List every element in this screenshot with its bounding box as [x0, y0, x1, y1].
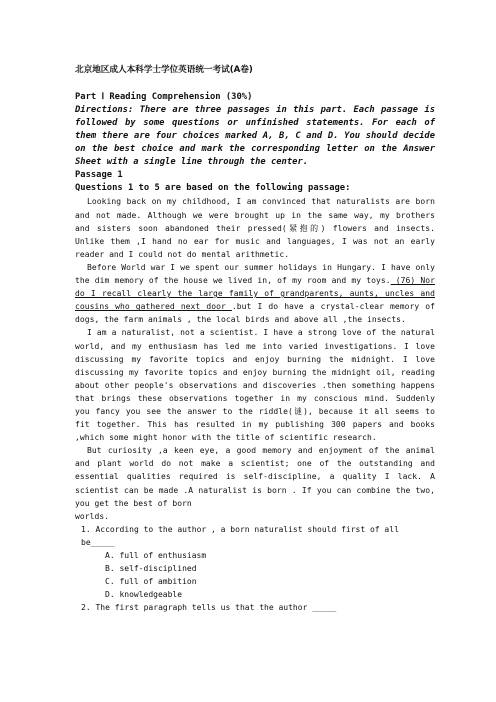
paragraph-2-underlined-sentence: (76) Nor do I recall clearly the large family of grandparents, aunts, uncles and cousins who gathered next door	[75, 276, 435, 312]
directions-text: Directions: There are three passages in this part. Each passage is followed by some questions or unfinished statements. For each of them there are four choices marked A, B, C and D. You should decide on the best choice and mark the corresponding letter on the Answer Sheet with a single line through the center.	[75, 105, 435, 168]
paragraph-4-end: worlds.	[75, 511, 110, 521]
paragraph-2	[75, 261, 435, 326]
question-1-option-d: D. knowledgeable	[105, 590, 183, 600]
paragraph-2-text-after: .but I do have a crystal-clear memory of dogs, the farm animals , the local birds and above all ,the insects.	[75, 302, 436, 325]
question-1-stem: 1. According to the author , a born naturalist should first of all be_____	[81, 524, 399, 547]
paragraph-3: I am a naturalist, not a scientist. I have a strong love of the natural world, and my enthusiasm has led me into varied investigations. I love discussing my favorite topics and enjoy burning the midnight. I love discussing my favorite topics and enjoy burning the midnight oil, reading about other people's observations and discoveries .then something happens that brings these observations together in my conscious mind. Suddenly you fancy you see the answer to the riddle(谜), because it all seems to fit together. This has resulted in my publishing 300 papers and books ,which some might honor with the title of scientific research.	[75, 328, 435, 443]
question-2-stem: 2. The first paragraph tells us that the author _____	[81, 603, 337, 613]
questions-intro: Questions 1 to 5 are based on the following passage:	[75, 183, 351, 194]
paragraph-4: But curiosity ,a keen eye, a good memory and enjoyment of the animal and plant world do not make a scientist; one of the outstanding and essential qualities required is self-discipline, a quality I lack. A scientist can be made .A naturalist is born . If you can combine the two, you get the best of born	[75, 446, 435, 508]
paragraph-2-text-before: Before World war I we spent our summer holidays in Hungary. I have only the dim memory of the house we lived in, of my room and my toys.	[75, 262, 435, 286]
question-2	[75, 601, 435, 614]
passage-label: Passage 1	[75, 170, 123, 181]
document-body	[75, 63, 435, 614]
paragraph-1: Looking back on my childhood, I am convinced that naturalists are born and not made. Although we were brought up in the same way, my brothers and sisters soon abandoned their pressed(紧抱的) flowers and insects. Unlike them ,I hand no ear for music and languages, I was not an early reader and I could not do mental arithmetic.	[75, 197, 435, 259]
part-heading: Part Ⅰ Reading Comprehension (30%)	[75, 92, 253, 102]
question-1-option-c: C. full of ambition	[105, 577, 197, 587]
question-1-option-b: B. self-disciplined	[105, 564, 197, 574]
document-title: 北京地区成人本科学士学位英语统一考试(A卷)	[75, 65, 253, 75]
question-1-option-a: A. full of enthusiasm	[105, 551, 207, 560]
question-1	[75, 523, 435, 602]
